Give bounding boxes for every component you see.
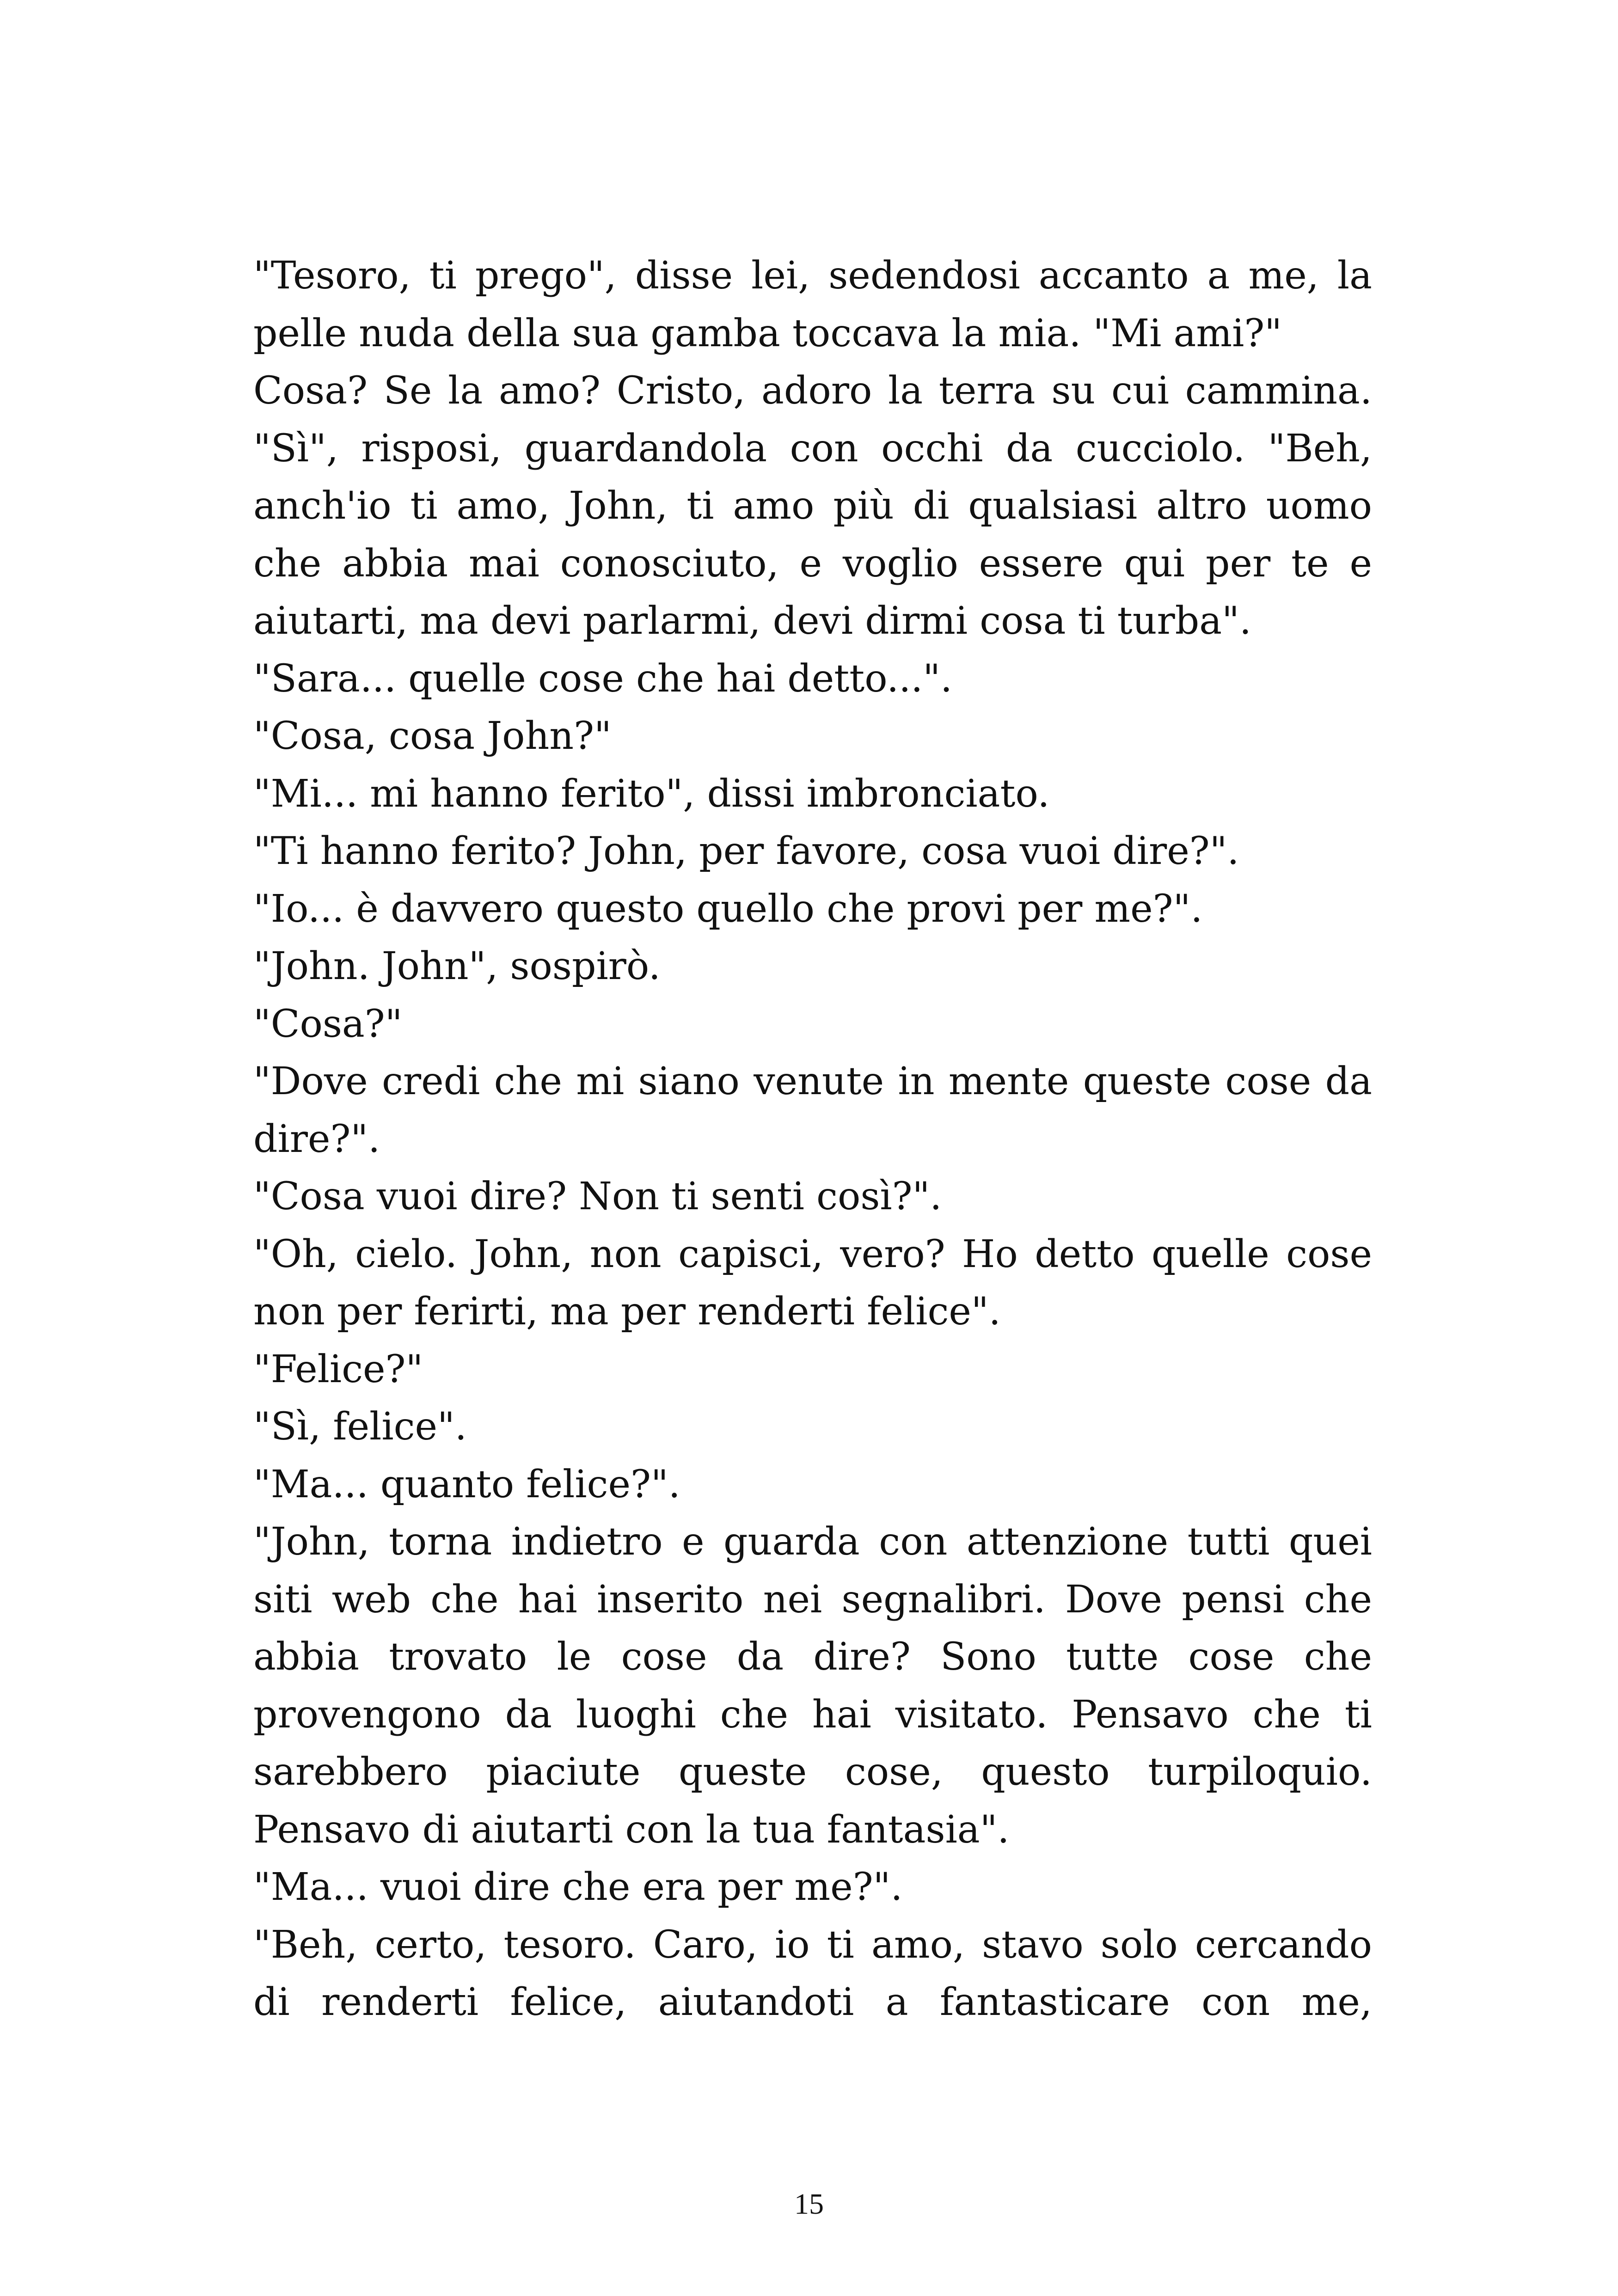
paragraph: "Tesoro, ti prego", disse lei, sedendosi accanto a me, la pelle nuda della sua gamba toccava la mia. "Mi ami?" [253, 254, 1372, 355]
paragraph: "Oh, cielo. John, non capisci, vero? Ho detto quelle cose non per ferirti, ma per renderti felice". [253, 1232, 1372, 1334]
body-text [253, 247, 1372, 2032]
paragraph: "John. John", sospirò. [253, 944, 661, 988]
paragraph: "Ma... quanto felice?". [253, 1462, 680, 1506]
paragraph: "Beh, certo, tesoro. Caro, io ti amo, stavo solo cercando di renderti felice, aiutandoti a fantasticare con me, [253, 1923, 1372, 2024]
paragraph: "John, torna indietro e guarda con attenzione tutti quei siti web che hai inserito nei segnalibri. Dove pensi che abbia trovato le cose da dire? Sono tutte cose che provengono da luoghi che hai visitato. Pensavo che ti sarebbero piaciute queste cose, questo turpiloquio. Pensavo di aiutarti con la tua fantasia". [253, 1520, 1372, 1852]
paragraph: "Felice?" [253, 1347, 423, 1391]
paragraph: "Sara... quelle cose che hai detto...". [253, 656, 953, 701]
page-number: 15 [794, 2187, 824, 2220]
paragraph: "Cosa vuoi dire? Non ti senti così?". [253, 1175, 942, 1218]
paragraph: "Io... è davvero questo quello che provi per me?". [253, 887, 1203, 931]
paragraph: "Sì, felice". [253, 1405, 467, 1449]
paragraph: "Mi... mi hanno ferito", dissi imbronciato. [253, 771, 1050, 816]
paragraph: "Cosa?" [253, 1002, 403, 1046]
paragraph: Cosa? Se la amo? Cristo, adoro la terra su cui cammina. "Sì", risposi, guardandola con occhi da cucciolo. "Beh, anch'io ti amo, John, ti amo più di qualsiasi altro uomo che abbia mai conosciuto, e voglio essere qui per te e aiutarti, ma devi parlarmi, devi dirmi cosa ti turba". [253, 369, 1372, 643]
paragraph: "Ti hanno ferito? John, per favore, cosa vuoi dire?". [253, 829, 1239, 873]
paragraph: "Dove credi che mi siano venute in mente queste cose da dire?". [253, 1059, 1372, 1161]
paragraph: "Cosa, cosa John?" [253, 714, 612, 758]
paragraph: "Ma... vuoi dire che era per me?". [253, 1865, 903, 1909]
